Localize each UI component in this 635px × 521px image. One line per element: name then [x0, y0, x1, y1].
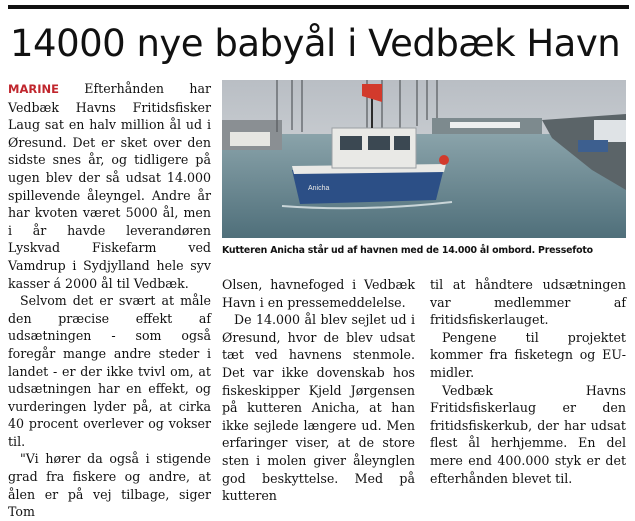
- paragraph: Vedbæk Havns Fritidsfiskerlaug er den fritidsfiskerkub, der har udsat flest ål herhjemme. En del mere end 400.000 styk er det efterhånden blevet til.: [430, 382, 626, 486]
- article-column-1: [8, 80, 211, 521]
- paragraph: "Vi hører da også i stigende grad fra fiskere og andre, at ålen er på vej tilbage, siger Tom: [8, 451, 211, 520]
- harbor-photo: [222, 80, 626, 238]
- article-column-3: [430, 276, 626, 487]
- headline: 14000 nye babyål i Vedbæk Havn: [10, 22, 621, 65]
- paragraph: til at håndtere udsætningen var medlemmer af fritidsfiskerlauget.: [430, 277, 626, 328]
- kicker: MARINE: [8, 82, 59, 96]
- paragraph: Olsen, havnefoged i Vedbæk Havn i en pressemeddelelse.: [222, 277, 415, 310]
- paragraph: Efterhånden har Vedbæk Havns Fritidsfisker Laug sat en halv million ål ud i Øresund. Det er sket over den sidste snes år, og tidligere på ugen blev der så udsat 14.000 spillevende åleyngel. Andre år har kvoten været 5000 ål, men i år havde leverandøren Lyskvad Fiskefarm ved Vamdrup i Sydjylland hele syv kasser á 2000 ål til Vedbæk.: [8, 81, 211, 291]
- paragraph: Selvom det er svært at måle den præcise effekt af udsætningen - som også foregår mange andre steder i landet - er der ikke tvivl om, at udsætningen har en effekt, og vurderingen lyder på, at cirka 40 procent overlever og vokser til.: [8, 293, 211, 449]
- boat-name: Anicha: [308, 185, 330, 192]
- photo-caption: Kutteren Anicha står ud af havnen med de 14.000 ål ombord. Pressefoto: [222, 245, 593, 256]
- paragraph: De 14.000 ål blev sejlet ud i Øresund, hvor de blev udsat tæt ved havnens stenmole. Det var ikke dovenskab hos fiskeskipper Kjeld Jørgensen på kutteren Anicha, at han ikke sejlede længere ud. Men erfaringer viser, at de store sten i molen giver åleynglen god beskyttelse. Med på kutteren: [222, 312, 415, 504]
- top-rule: [8, 5, 629, 9]
- article-column-2: [222, 276, 415, 505]
- paragraph: Pengene til projektet kommer fra fisketegn og EU-midler.: [430, 329, 626, 380]
